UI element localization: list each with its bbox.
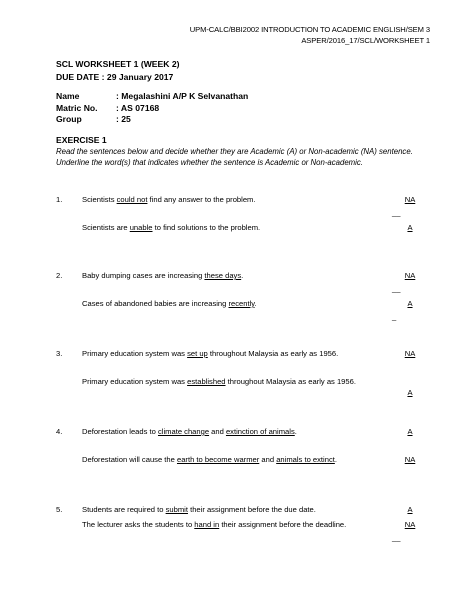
- exercise-instruction: Read the sentences below and decide whether they are Academic (A) or Non-academic (NA) sentence. Underline the word(s) that indicates whether the sentence is Academic or Non-academic.: [56, 147, 413, 167]
- underlined-word: extinction of animals: [225, 427, 295, 436]
- underlined-word: submit: [165, 505, 188, 514]
- answer-line: __: [392, 284, 401, 293]
- answer-line: _: [392, 312, 397, 321]
- sentence-text: Primary education system was: [82, 349, 188, 358]
- sentence-text: .: [241, 271, 244, 280]
- underlined-word: these days: [204, 271, 242, 280]
- sentence-text: and: [209, 427, 226, 436]
- sentence-text: Deforestation leads to: [82, 427, 158, 436]
- answer-value: A: [407, 223, 413, 232]
- answer-value: NA: [404, 349, 416, 358]
- underlined-word: established: [187, 377, 226, 386]
- item-number: 1.: [56, 195, 63, 204]
- answer-value: NA: [404, 520, 416, 529]
- worksheet-name: SCL WORKSHEET 1 (WEEK 2): [56, 59, 180, 69]
- answer-line: __: [392, 533, 401, 542]
- name-label: Name: [56, 91, 80, 101]
- sentence-text: throughout Malaysia as early as 1956.: [225, 377, 356, 386]
- sentence-text: Students are required to: [82, 505, 166, 514]
- underlined-word: animals to extinct: [276, 455, 335, 464]
- underlined-word: unable: [129, 223, 153, 232]
- group-value: : 25: [116, 114, 131, 124]
- sentence-text: their assignment before the due date.: [187, 505, 316, 514]
- sentence-text: Baby dumping cases are increasing: [82, 271, 205, 280]
- sentence-2a: [82, 270, 382, 281]
- exercise-title: EXERCISE 1: [56, 135, 107, 145]
- sentence-4a: [82, 426, 382, 437]
- sentence-text: The lecturer asks the students to: [82, 520, 195, 529]
- sentence-4b: [82, 454, 394, 465]
- sentence-5a: [82, 504, 382, 515]
- sentence-text: Deforestation will cause the: [82, 455, 177, 464]
- underlined-word: recently: [228, 299, 255, 308]
- sentence-1a: [82, 194, 382, 205]
- header-reference-line: ASPER/2016_17/SCL/WORKSHEET 1: [301, 36, 430, 45]
- underlined-word: could not: [116, 195, 148, 204]
- matric-row: [56, 103, 248, 115]
- document-header: [190, 24, 430, 46]
- answer-2a: [392, 270, 428, 294]
- sentence-3a: [82, 348, 394, 359]
- sentence-text: .: [254, 299, 257, 308]
- name-value: : Megalashini A/P K Selvanathan: [116, 91, 249, 101]
- answer-line: __: [392, 208, 401, 217]
- sentence-2b: [82, 298, 382, 309]
- due-date: DUE DATE : 29 January 2017: [56, 72, 174, 82]
- worksheet-title: [56, 58, 180, 84]
- student-info: [56, 91, 248, 126]
- answer-value: A: [407, 505, 413, 514]
- group-label: Group: [56, 114, 82, 124]
- sentence-text: Primary education system was: [82, 377, 188, 386]
- answer-5a: [392, 504, 428, 515]
- answer-2b: [392, 298, 428, 322]
- item-number: 3.: [56, 349, 63, 358]
- header-course-line: UPM-CALC/BBI2002 INTRODUCTION TO ACADEMIC ENGLISH/SEM 3: [189, 25, 430, 34]
- sentence-text: .: [334, 455, 337, 464]
- sentence-1b: [82, 222, 382, 233]
- underlined-word: hand in: [194, 520, 220, 529]
- sentence-text: .: [294, 427, 297, 436]
- matric-value: : AS 07168: [116, 102, 160, 113]
- sentence-5b: [82, 519, 394, 530]
- answer-1a: [392, 194, 428, 218]
- item-number: 5.: [56, 505, 63, 514]
- sentence-text: their assignment before the deadline.: [219, 520, 347, 529]
- sentence-text: and: [259, 455, 277, 464]
- underlined-word: climate change: [157, 427, 210, 436]
- sentence-text: to find solutions to the problem.: [152, 223, 261, 232]
- sentence-text: Scientists are: [82, 223, 130, 232]
- answer-4b: [392, 454, 428, 465]
- answer-value: A: [407, 299, 413, 308]
- answer-value: NA: [404, 195, 416, 204]
- answer-5b: [392, 519, 428, 543]
- student-name-row: [56, 91, 248, 103]
- sentence-text: Scientists: [82, 195, 117, 204]
- sentence-text: find any answer to the problem.: [147, 195, 256, 204]
- answer-3b: [392, 387, 428, 398]
- item-number: 2.: [56, 271, 63, 280]
- underlined-word: earth to become warmer: [176, 455, 260, 464]
- underlined-word: set up: [187, 349, 208, 358]
- sentence-text: throughout Malaysia as early as 1956.: [207, 349, 339, 358]
- item-number: 4.: [56, 427, 63, 436]
- sentence-text: Cases of abandoned babies are increasing: [82, 299, 229, 308]
- group-row: [56, 114, 248, 126]
- answer-value: A: [407, 427, 413, 436]
- matric-label: Matric No.: [56, 102, 98, 113]
- answer-4a: [392, 426, 428, 437]
- answer-value: A: [407, 388, 413, 397]
- answer-1b: [392, 222, 428, 233]
- sentence-3b: [82, 376, 382, 387]
- answer-3a: [392, 348, 428, 359]
- answer-value: NA: [404, 271, 416, 280]
- answer-value: NA: [404, 455, 416, 464]
